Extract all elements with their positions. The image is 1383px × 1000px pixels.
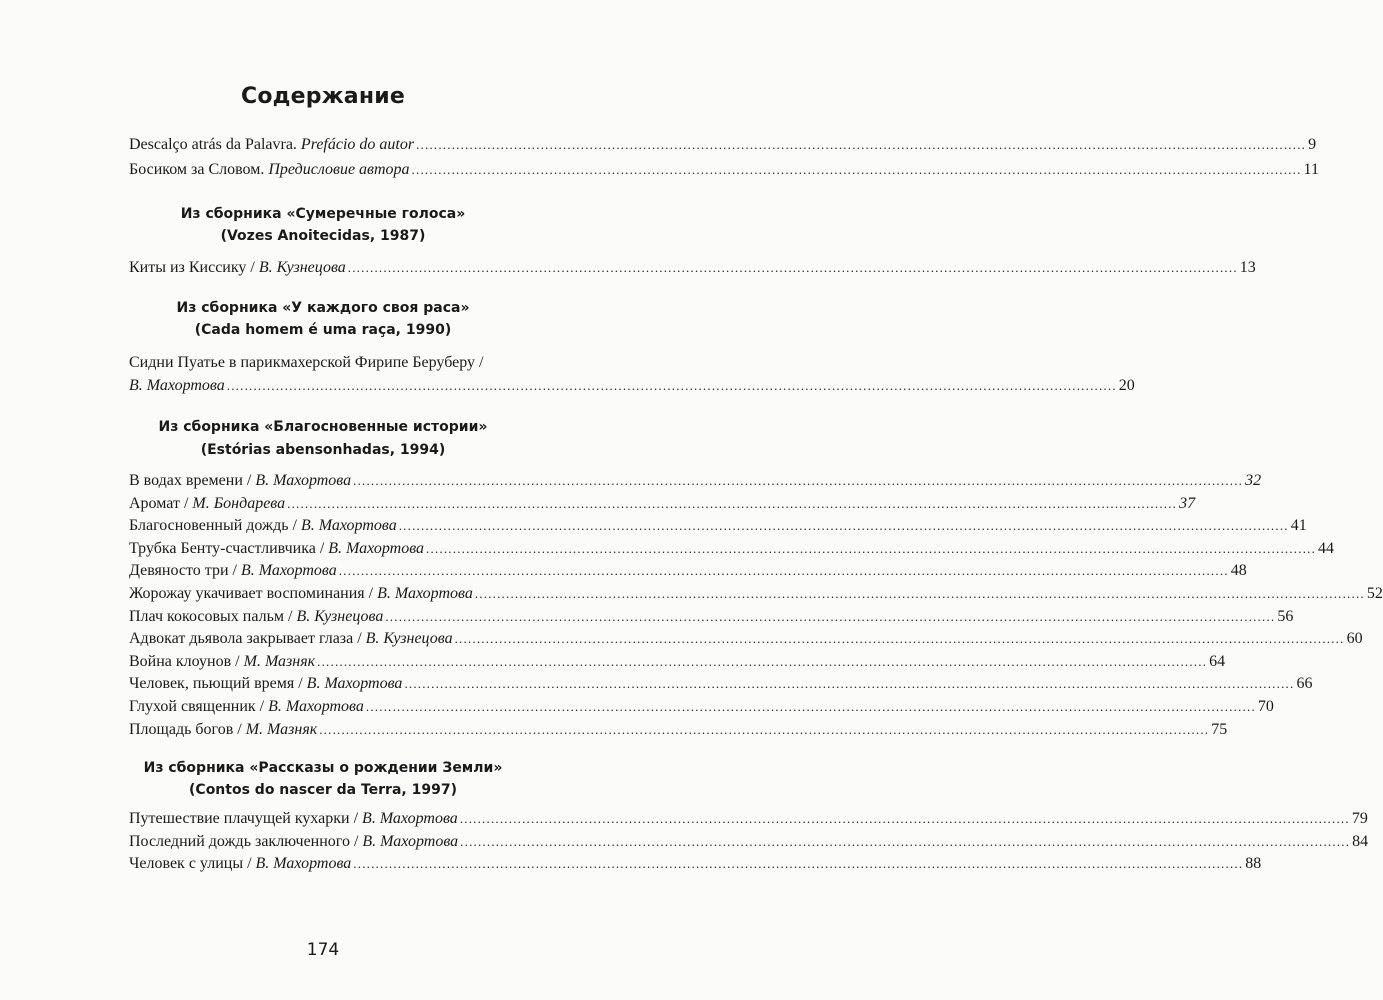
section-heading: Из сборника «У каждого своя раса»	[176, 300, 470, 316]
page-ref: 41	[1290, 517, 1307, 535]
dot-leader: ........................................................................................................................................................................................................	[317, 653, 1208, 669]
dot-leader: ........................................................................................................................................................................................................	[404, 676, 1295, 692]
toc-entry: В. Махортова ........................................................................................................................................................................................................ 20	[129, 377, 1135, 394]
dot-leader: ........................................................................................................................................................................................................	[398, 518, 1289, 534]
dot-leader: ........................................................................................................................................................................................................	[416, 137, 1307, 152]
page-ref: 13	[1239, 259, 1256, 276]
dot-leader: ........................................................................................................................................................................................................	[319, 721, 1210, 737]
toc-entry: Последний дождь заключенного / В. Махортова ........................................................................................................................................................................................................ 84	[129, 832, 1369, 850]
page-ref: 66	[1296, 675, 1313, 693]
page-ref: 9	[1308, 136, 1317, 153]
dot-leader: ........................................................................................................................................................................................................	[353, 856, 1244, 872]
dot-leader: ........................................................................................................................................................................................................	[385, 608, 1276, 624]
section-subheading: (Cada homem é uma raça, 1990)	[194, 322, 452, 338]
toc-entry: Киты из Киссику / В. Кузнецова ........................................................................................................................................................................................................ 13	[129, 259, 1256, 276]
section-heading: Из сборника «Рассказы о рождении Земли»	[143, 760, 503, 776]
toc-entry: Трубка Бенту-счастливчика / В. Махортова ........................................................................................................................................................................................................ 44	[129, 539, 1335, 557]
section-subheading: (Contos do nascer da Terra, 1997)	[189, 782, 457, 798]
dot-leader: ........................................................................................................................................................................................................	[365, 699, 1256, 714]
dot-leader: ........................................................................................................................................................................................................	[460, 833, 1351, 849]
page-ref: 48	[1230, 562, 1247, 580]
page-ref: 37	[1179, 494, 1196, 512]
toc-entry: Человек, пьющий время / В. Махортова ........................................................................................................................................................................................................ 66	[129, 675, 1313, 693]
toc-entry: Адвокат дьявола закрывает глаза / В. Кузнецова ........................................................................................................................................................................................................ 60	[129, 630, 1363, 648]
toc-entry-line1: Сидни Пуатье в парикмахерской Фирипе Беруберу /	[129, 354, 484, 371]
dot-leader: ........................................................................................................................................................................................................	[338, 563, 1229, 579]
dot-leader: ........................................................................................................................................................................................................	[347, 260, 1238, 275]
page-ref: 79	[1351, 810, 1368, 827]
toc-entry: Война клоунов / М. Мазняк ........................................................................................................................................................................................................ 64	[129, 652, 1226, 670]
section-heading: Из сборника «Сумеречные голоса»	[180, 206, 466, 222]
toc-entry: Глухой священник / В. Махортова ........................................................................................................................................................................................................ 70	[129, 698, 1274, 715]
page-ref: 75	[1211, 720, 1228, 738]
dot-leader: ........................................................................................................................................................................................................	[454, 631, 1345, 647]
page-title: Содержание	[241, 84, 405, 109]
dot-leader: ........................................................................................................................................................................................................	[474, 586, 1365, 601]
page-ref: 60	[1346, 630, 1363, 648]
toc-entry: В водах времени / В. Махортова ........................................................................................................................................................................................................ 32	[129, 472, 1262, 489]
dot-leader: ........................................................................................................................................................................................................	[226, 378, 1117, 393]
page-ref: 84	[1352, 832, 1369, 850]
dot-leader: ........................................................................................................................................................................................................	[426, 540, 1317, 556]
page-ref: 88	[1245, 855, 1262, 873]
section-subheading: (Vozes Anoitecidas, 1987)	[220, 228, 426, 244]
toc-entry: Благосновенный дождь / В. Махортова ........................................................................................................................................................................................................ 41	[129, 517, 1307, 535]
toc-entry: Плач кокосовых пальм / В. Кузнецова ........................................................................................................................................................................................................ 56	[129, 607, 1294, 625]
section-heading: Из сборника «Благосновенные истории»	[158, 419, 488, 435]
page-ref: 11	[1303, 161, 1319, 178]
toc-entry: Путешествие плачущей кухарки / В. Махортова ........................................................................................................................................................................................................ 79	[129, 810, 1368, 827]
toc-entry: Девяносто три / В. Махортова ........................................................................................................................................................................................................ 48	[129, 562, 1247, 580]
toc-entry: Аромат / М. Бондарева ........................................................................................................................................................................................................ 37	[129, 494, 1196, 512]
page-ref: 44	[1318, 539, 1335, 557]
page-ref: 70	[1257, 698, 1274, 715]
toc-entry: Жорожау укачивает воспоминания / В. Махортова ........................................................................................................................................................................................................ 52	[129, 585, 1383, 602]
page-ref: 20	[1118, 377, 1135, 394]
page-number: 174	[306, 940, 340, 960]
dot-leader: ........................................................................................................................................................................................................	[287, 495, 1178, 511]
page-ref: 52	[1366, 585, 1383, 602]
page-ref: 64	[1209, 652, 1226, 670]
dot-leader: ........................................................................................................................................................................................................	[353, 473, 1244, 488]
section-subheading: (Estórias abensonhadas, 1994)	[200, 442, 446, 458]
dot-leader: ........................................................................................................................................................................................................	[411, 162, 1302, 177]
page-ref: 32	[1245, 472, 1262, 489]
toc-entry: Человек с улицы / В. Махортова ........................................................................................................................................................................................................ 88	[129, 855, 1262, 873]
toc-entry-preface-ru: Босиком за Словом. Предисловие автора ........................................................................................................................................................................................................ 11	[129, 161, 1319, 178]
page-ref: 56	[1277, 607, 1294, 625]
toc-entry: Площадь богов / М. Мазняк ........................................................................................................................................................................................................ 75	[129, 720, 1228, 738]
toc-entry-preface-pt: Descalço atrás da Palavra. Prefácio do autor ........................................................................................................................................................................................................ 9	[129, 136, 1317, 153]
dot-leader: ........................................................................................................................................................................................................	[459, 811, 1350, 826]
